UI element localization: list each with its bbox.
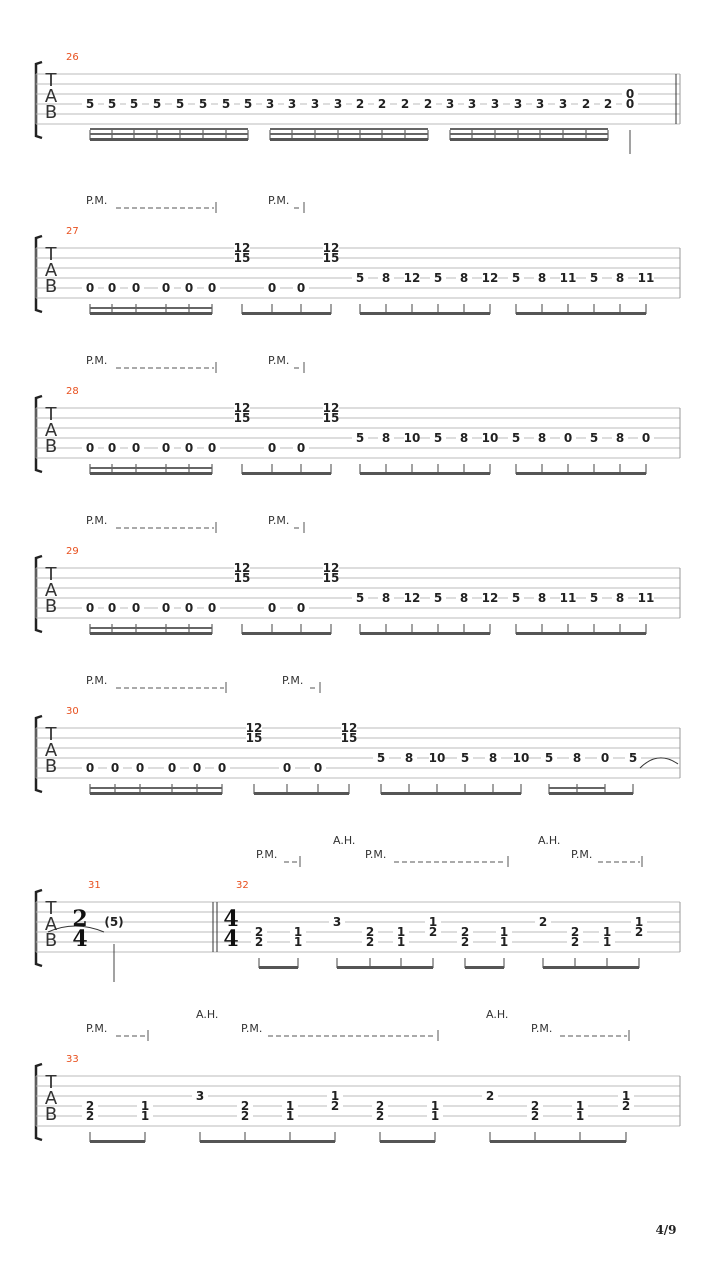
- fret-number: 0: [296, 281, 306, 295]
- fret-number: 0: [161, 601, 171, 615]
- fret-number: 5: [433, 431, 443, 445]
- fret-number: 3: [467, 97, 477, 111]
- fret-number: 1: [140, 1099, 150, 1113]
- fret-number: 15: [233, 251, 251, 265]
- fret-number: 2: [460, 925, 470, 939]
- fret-number: 2: [530, 1099, 540, 1113]
- tab-clef-letter: A: [44, 580, 58, 601]
- palm-mute-label: P.M.: [571, 848, 593, 861]
- fret-number: 3: [195, 1089, 205, 1103]
- beam: [90, 787, 115, 789]
- artificial-harmonic-label: A.H.: [196, 1008, 219, 1021]
- fret-number: 0: [207, 441, 217, 455]
- palm-mute-label: P.M.: [531, 1022, 553, 1035]
- time-signature-numerator: 2: [72, 906, 88, 932]
- fret-number: 5: [589, 271, 599, 285]
- fret-number: 0: [625, 97, 635, 111]
- fret-number: 0: [107, 441, 117, 455]
- fret-number: 5: [355, 271, 365, 285]
- fret-number: 5: [511, 271, 521, 285]
- fret-number: 12: [322, 401, 340, 415]
- tab-clef-letter: A: [44, 1088, 58, 1109]
- fret-number: 3: [535, 97, 545, 111]
- fret-number: 2: [400, 97, 410, 111]
- fret-number: 10: [403, 431, 421, 445]
- fret-number: 1: [396, 925, 406, 939]
- fret-number: 1: [499, 925, 509, 939]
- fret-number: 3: [445, 97, 455, 111]
- palm-mute-label: P.M.: [241, 1022, 263, 1035]
- fret-number: 1: [602, 935, 612, 949]
- beam: [90, 138, 248, 141]
- fret-number: 5: [511, 431, 521, 445]
- fret-number: (5): [104, 915, 124, 929]
- fret-number: 0: [600, 751, 610, 765]
- fret-number: 12: [340, 721, 358, 735]
- fret-number: 10: [481, 431, 499, 445]
- fret-number: 2: [254, 925, 264, 939]
- fret-number: 0: [107, 601, 117, 615]
- fret-number: 0: [110, 761, 120, 775]
- fret-number: 5: [152, 97, 162, 111]
- fret-number: 2: [581, 97, 591, 111]
- fret-number: 0: [161, 281, 171, 295]
- beam: [166, 467, 189, 469]
- beam: [242, 312, 331, 315]
- system-bracket: [36, 556, 42, 632]
- beam: [259, 966, 298, 969]
- fret-number: 1: [285, 1099, 295, 1113]
- beam: [90, 128, 248, 130]
- fret-number: 2: [355, 97, 365, 111]
- fret-number: 0: [563, 431, 573, 445]
- fret-number: 0: [131, 281, 141, 295]
- tab-clef-letter: B: [44, 276, 58, 297]
- beam: [381, 792, 521, 795]
- measure-number: 30: [66, 706, 79, 717]
- tab-clef-letter: A: [44, 740, 58, 761]
- fret-number: 0: [267, 601, 277, 615]
- fret-number: 5: [589, 591, 599, 605]
- measure-number: 28: [66, 386, 79, 397]
- tab-clef-letter: B: [44, 1104, 58, 1125]
- measure-number: 31: [88, 880, 101, 891]
- beam: [360, 312, 490, 315]
- beam: [242, 632, 331, 635]
- fret-number: 1: [575, 1109, 585, 1123]
- tab-clef-letter: T: [45, 244, 57, 265]
- fret-number: 8: [381, 591, 391, 605]
- beam: [166, 627, 189, 629]
- fret-number: 1: [430, 1109, 440, 1123]
- fret-number: 10: [428, 751, 446, 765]
- beam: [90, 627, 112, 629]
- fret-number: 8: [488, 751, 498, 765]
- tab-clef-letter: T: [45, 70, 57, 91]
- fret-number: 3: [265, 97, 275, 111]
- fret-number: 2: [365, 925, 375, 939]
- fret-number: 1: [293, 925, 303, 939]
- fret-number: 8: [459, 431, 469, 445]
- fret-number: 0: [641, 431, 651, 445]
- fret-number: 5: [355, 591, 365, 605]
- fret-number: 2: [530, 1109, 540, 1123]
- fret-number: 8: [381, 431, 391, 445]
- fret-number: 12: [233, 561, 251, 575]
- beam: [200, 1140, 335, 1143]
- tab-clef-letter: T: [45, 724, 57, 745]
- beam: [90, 467, 112, 469]
- tab-system: [36, 1030, 680, 1143]
- time-signature-numerator: 4: [223, 906, 239, 932]
- fret-number: 2: [634, 925, 644, 939]
- beam: [516, 632, 646, 635]
- palm-mute-label: P.M.: [268, 514, 290, 527]
- fret-number: 0: [161, 441, 171, 455]
- fret-number: 5: [243, 97, 253, 111]
- beam: [516, 472, 646, 475]
- system-bracket: [36, 62, 42, 138]
- artificial-harmonic-label: A.H.: [538, 834, 561, 847]
- tab-system: [36, 856, 680, 982]
- fret-number: 1: [430, 1099, 440, 1113]
- tab-clef-letter: T: [45, 898, 57, 919]
- artificial-harmonic-label: A.H.: [486, 1008, 509, 1021]
- fret-number: 2: [375, 1099, 385, 1113]
- fret-number: 0: [217, 761, 227, 775]
- fret-number: 2: [240, 1099, 250, 1113]
- fret-number: 3: [287, 97, 297, 111]
- beam: [380, 1140, 435, 1143]
- palm-mute-label: P.M.: [86, 674, 108, 687]
- fret-number: 5: [175, 97, 185, 111]
- tab-clef-letter: A: [44, 914, 58, 935]
- fret-number: 0: [167, 761, 177, 775]
- fret-number: 3: [332, 915, 342, 929]
- fret-number: 1: [575, 1099, 585, 1113]
- fret-number: 12: [322, 561, 340, 575]
- fret-number: 8: [615, 271, 625, 285]
- fret-number: 12: [403, 591, 421, 605]
- beam: [90, 632, 212, 635]
- fret-number: 1: [330, 1089, 340, 1103]
- fret-number: 2: [85, 1109, 95, 1123]
- fret-number: 2: [538, 915, 548, 929]
- fret-number: 0: [267, 441, 277, 455]
- fret-number: 5: [433, 271, 443, 285]
- fret-number: 1: [428, 915, 438, 929]
- fret-number: 1: [634, 915, 644, 929]
- fret-number: 11: [559, 271, 577, 285]
- beam: [172, 787, 197, 789]
- beam: [450, 133, 608, 135]
- fret-number: 5: [85, 97, 95, 111]
- beam: [270, 138, 428, 141]
- measure-number: 27: [66, 226, 79, 237]
- fret-number: 5: [433, 591, 443, 605]
- fret-number: 8: [537, 271, 547, 285]
- tab-clef-letter: A: [44, 86, 58, 107]
- fret-number: 5: [589, 431, 599, 445]
- fret-number: 8: [459, 271, 469, 285]
- fret-number: 15: [322, 571, 340, 585]
- fret-number: 8: [615, 591, 625, 605]
- fret-number: 2: [603, 97, 613, 111]
- fret-number: 5: [221, 97, 231, 111]
- system-bracket: [36, 890, 42, 966]
- palm-mute-label: P.M.: [268, 354, 290, 367]
- beam: [490, 1140, 626, 1143]
- measure-number: 33: [66, 1054, 79, 1065]
- fret-number: 5: [198, 97, 208, 111]
- fret-number: 0: [85, 761, 95, 775]
- fret-number: 1: [285, 1109, 295, 1123]
- fret-number: 12: [403, 271, 421, 285]
- fret-number: 0: [131, 441, 141, 455]
- beam: [166, 307, 189, 309]
- fret-number: 1: [293, 935, 303, 949]
- fret-number: 2: [460, 935, 470, 949]
- measure-number: 32: [236, 880, 249, 891]
- fret-number: 0: [184, 441, 194, 455]
- fret-number: 2: [423, 97, 433, 111]
- beam: [90, 133, 248, 135]
- tab-system: [36, 522, 680, 635]
- tab-clef-letter: A: [44, 260, 58, 281]
- system-bracket: [36, 396, 42, 472]
- fret-number: 2: [570, 935, 580, 949]
- fret-number: 15: [245, 731, 263, 745]
- tab-clef-letter: T: [45, 404, 57, 425]
- fret-number: 3: [513, 97, 523, 111]
- tab-clef-letter: B: [44, 436, 58, 457]
- fret-number: 5: [376, 751, 386, 765]
- fret-number: 5: [355, 431, 365, 445]
- tab-system: [36, 362, 680, 475]
- beam: [90, 472, 212, 475]
- fret-number: 5: [511, 591, 521, 605]
- beam: [270, 128, 428, 130]
- fret-number: 0: [184, 601, 194, 615]
- time-signature-denominator: 4: [72, 926, 88, 952]
- beam: [270, 133, 428, 135]
- fret-number: 1: [140, 1109, 150, 1123]
- beam: [337, 966, 433, 969]
- beam: [549, 787, 605, 789]
- palm-mute-label: P.M.: [256, 848, 278, 861]
- fret-number: 0: [207, 281, 217, 295]
- beam: [90, 792, 222, 795]
- fret-number: 0: [85, 441, 95, 455]
- system-bracket: [36, 716, 42, 792]
- fret-number: 1: [499, 935, 509, 949]
- fret-number: 8: [572, 751, 582, 765]
- fret-number: 12: [245, 721, 263, 735]
- fret-number: 2: [365, 935, 375, 949]
- fret-number: 3: [333, 97, 343, 111]
- tab-system: [36, 682, 680, 795]
- fret-number: 5: [107, 97, 117, 111]
- fret-number: 0: [184, 281, 194, 295]
- fret-number: 3: [310, 97, 320, 111]
- fret-number: 2: [570, 925, 580, 939]
- beam: [90, 1140, 145, 1143]
- fret-number: 0: [135, 761, 145, 775]
- fret-number: 11: [637, 271, 655, 285]
- fret-number: 5: [129, 97, 139, 111]
- fret-number: 0: [85, 281, 95, 295]
- fret-number: 0: [313, 761, 323, 775]
- fret-number: 12: [322, 241, 340, 255]
- tab-clef-letter: A: [44, 420, 58, 441]
- time-signature-denominator: 4: [223, 926, 239, 952]
- fret-number: 2: [428, 925, 438, 939]
- fret-number: 15: [340, 731, 358, 745]
- fret-number: 12: [481, 591, 499, 605]
- fret-number: 2: [621, 1099, 631, 1113]
- fret-number: 12: [481, 271, 499, 285]
- system-bracket: [36, 1064, 42, 1140]
- beam: [90, 312, 212, 315]
- fret-number: 5: [628, 751, 638, 765]
- fret-number: 5: [544, 751, 554, 765]
- tab-clef-letter: T: [45, 1072, 57, 1093]
- fret-number: 0: [192, 761, 202, 775]
- tab-clef-letter: T: [45, 564, 57, 585]
- fret-number: 11: [559, 591, 577, 605]
- page-number: 4/9: [655, 1223, 677, 1237]
- palm-mute-label: P.M.: [86, 1022, 108, 1035]
- beam: [465, 966, 504, 969]
- fret-number: 1: [396, 935, 406, 949]
- beam: [543, 966, 639, 969]
- fret-number: 0: [131, 601, 141, 615]
- fret-number: 1: [621, 1089, 631, 1103]
- tab-clef-letter: B: [44, 930, 58, 951]
- beam: [254, 792, 349, 795]
- fret-number: 0: [296, 601, 306, 615]
- palm-mute-label: P.M.: [282, 674, 304, 687]
- fret-number: 15: [322, 251, 340, 265]
- fret-number: 10: [512, 751, 530, 765]
- palm-mute-label: P.M.: [86, 354, 108, 367]
- beam: [90, 307, 112, 309]
- fret-number: 2: [377, 97, 387, 111]
- fret-number: 8: [459, 591, 469, 605]
- measure-number: 26: [66, 52, 79, 63]
- fret-number: 1: [602, 925, 612, 939]
- palm-mute-label: P.M.: [268, 194, 290, 207]
- fret-number: 0: [207, 601, 217, 615]
- palm-mute-label: P.M.: [86, 194, 108, 207]
- fret-number: 2: [485, 1089, 495, 1103]
- beam: [516, 312, 646, 315]
- fret-number: 3: [490, 97, 500, 111]
- measure-number: 29: [66, 546, 79, 557]
- fret-number: 2: [254, 935, 264, 949]
- fret-number: 3: [558, 97, 568, 111]
- fret-number: 15: [322, 411, 340, 425]
- fret-number: 15: [233, 411, 251, 425]
- fret-number: 0: [267, 281, 277, 295]
- beam: [450, 128, 608, 130]
- fret-number: 0: [85, 601, 95, 615]
- beam: [360, 472, 490, 475]
- system-bracket: [36, 236, 42, 312]
- fret-number: 2: [240, 1109, 250, 1123]
- tab-system: [36, 202, 680, 315]
- beam: [549, 792, 633, 795]
- beam: [450, 138, 608, 141]
- fret-number: 11: [637, 591, 655, 605]
- fret-number: 0: [296, 441, 306, 455]
- palm-mute-label: P.M.: [86, 514, 108, 527]
- fret-number: 0: [625, 87, 635, 101]
- fret-number: 15: [233, 571, 251, 585]
- artificial-harmonic-label: A.H.: [333, 834, 356, 847]
- beam: [242, 472, 331, 475]
- fret-number: 8: [381, 271, 391, 285]
- fret-number: 0: [282, 761, 292, 775]
- fret-number: 12: [233, 241, 251, 255]
- fret-number: 5: [460, 751, 470, 765]
- fret-number: 2: [85, 1099, 95, 1113]
- tie-curve: [640, 758, 678, 768]
- beam: [360, 632, 490, 635]
- fret-number: 2: [330, 1099, 340, 1113]
- palm-mute-label: P.M.: [365, 848, 387, 861]
- fret-number: 2: [375, 1109, 385, 1123]
- fret-number: 8: [615, 431, 625, 445]
- fret-number: 8: [404, 751, 414, 765]
- fret-number: 8: [537, 431, 547, 445]
- tab-clef-letter: B: [44, 102, 58, 123]
- fret-number: 0: [107, 281, 117, 295]
- fret-number: 12: [233, 401, 251, 415]
- tab-clef-letter: B: [44, 756, 58, 777]
- fret-number: 8: [537, 591, 547, 605]
- tab-clef-letter: B: [44, 596, 58, 617]
